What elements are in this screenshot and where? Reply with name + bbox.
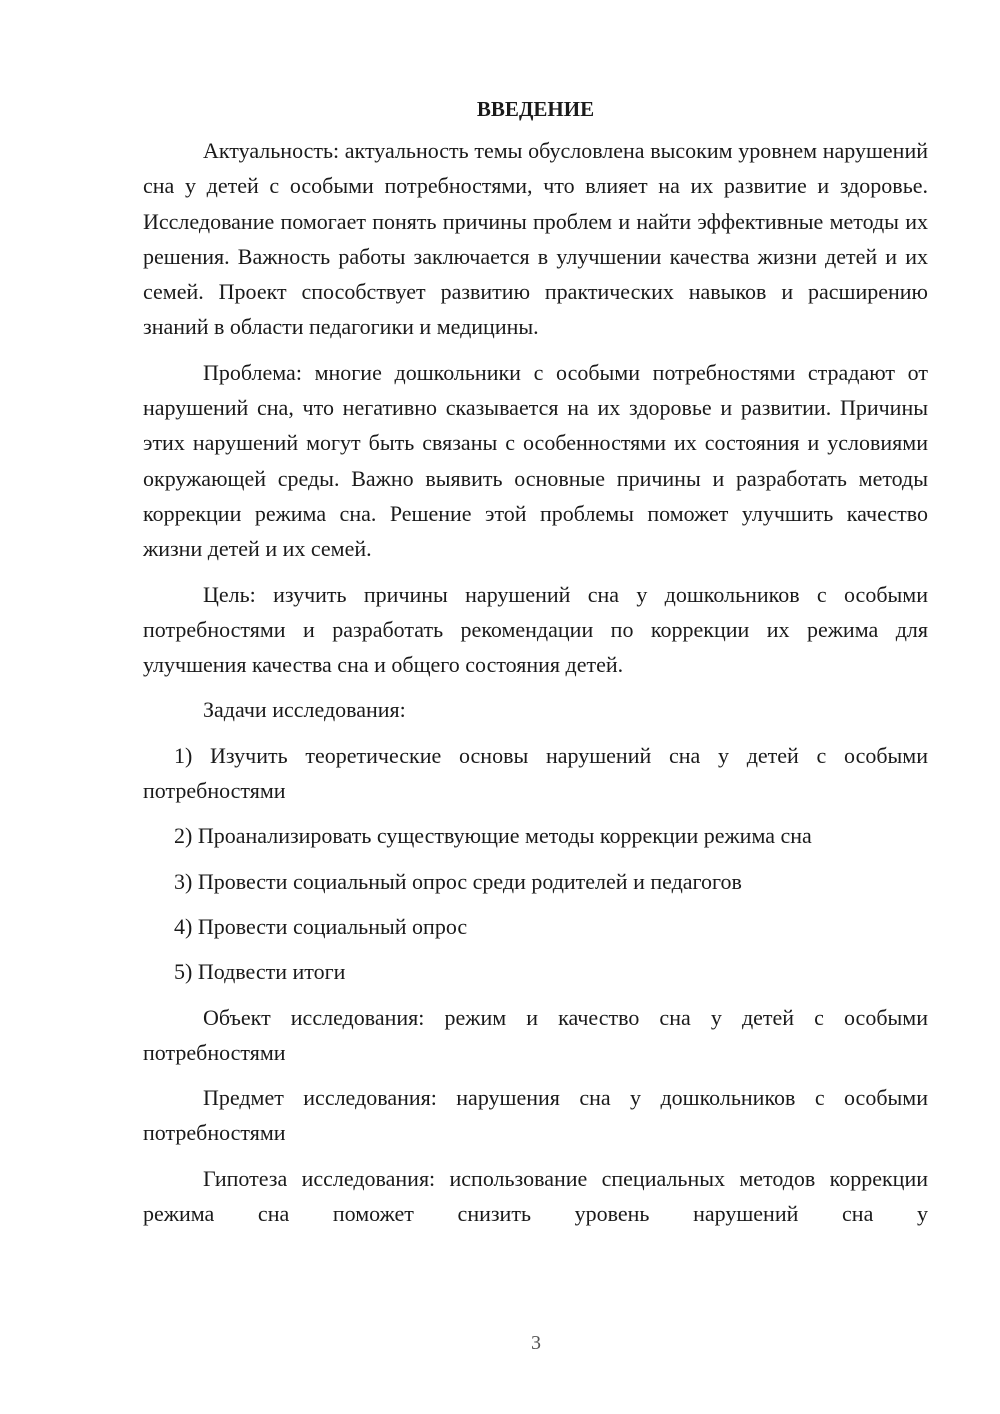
paragraph-relevance: Актуальность: актуальность темы обусловлена высоким уровнем нарушений сна у детей с особыми потребностями, что влияет на их развитие и здоровье. Исследование помогает понять причины проблем и найти эффективные методы их решения. Важность работы заключается в улучшении качества жизни детей и их семей. Проект способствует развитию практических навыков и расширению знаний в области педагогики и медицины. <box>143 138 928 340</box>
task-item-5: 5) Подвести итоги <box>174 959 346 985</box>
tasks-heading: Задачи исследования: <box>203 697 406 723</box>
paragraph-problem: Проблема: многие дошкольники с особыми потребностями страдают от нарушений сна, что негативно сказывается на их здоровье и развитии. Причины этих нарушений могут быть связаны с особенностями их состояния и условиями окружающей среды. Важно выявить основные причины и разработать методы коррекции режима сна. Решение этой проблемы поможет улучшить качество жизни детей и их семей. <box>143 359 928 562</box>
task-item-1: 1) Изучить теоретические основы нарушений сна у детей с особыми потребностями <box>143 742 928 804</box>
paragraph-object: Объект исследования: режим и качество сна у детей с особыми потребностями <box>143 1004 928 1065</box>
task-item-2: 2) Проанализировать существующие методы коррекции режима сна <box>174 823 812 849</box>
task-item-4: 4) Провести социальный опрос <box>174 913 468 939</box>
paragraph-subject: Предмет исследования: нарушения сна у дошкольников с особыми потребностями <box>143 1085 928 1146</box>
paragraph-goal: Цель: изучить причины нарушений сна у дошкольников с особыми потребностями и разработать рекомендации по коррекции их режима для улучшения качества сна и общего состояния детей. <box>143 581 928 678</box>
paragraph-hypothesis: Гипотеза исследования: использование специальных методов коррекции режима сна поможет снизить уровень нарушений сна у <box>143 1165 928 1227</box>
page-number: 3 <box>531 1332 541 1354</box>
task-item-3: 3) Провести социальный опрос среди родителей и педагогов <box>174 868 742 894</box>
document-page <box>143 92 928 1241</box>
section-title: ВВЕДЕНИЕ <box>476 97 595 121</box>
